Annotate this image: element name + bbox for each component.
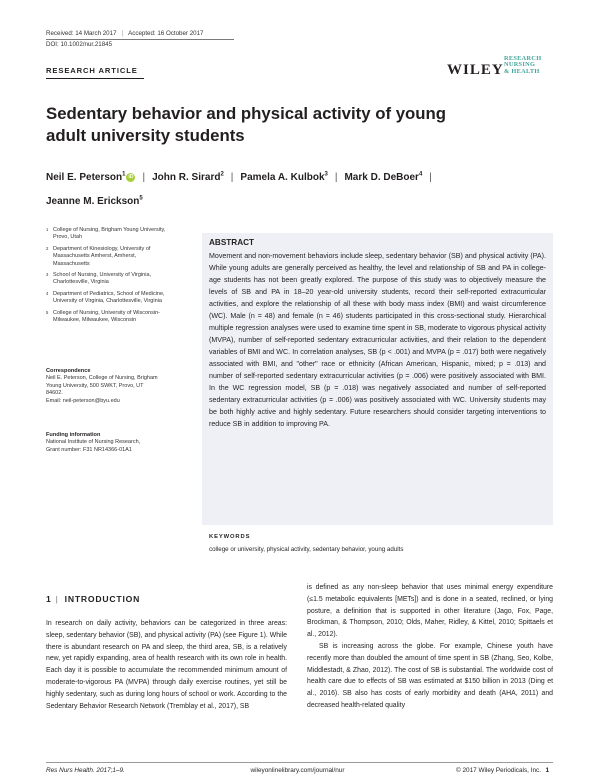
- intro-paragraph: In research on daily activity, behaviors can be categorized in three areas: sleep, sedentary behavior (SB), and physical activity (PA) (see Figure 1). While there is abundant research on PA and sleep, the third area, SB, is a relatively new, yet rapidly expanding, area of health research with its own role in health. Each day it is possible to accumulate the recommended minimum amount of moderate-to-vigorous PA (MVPA) through daily exercise routines, yet still be highly sedentary, such as during long hours of school or work. According to the Sedentary Behavior Research Network (Tremblay et al., 2017), SB: [46, 620, 287, 710]
- affiliation-item: 4 Department of Pediatrics, School of Medicine, University of Virginia, Charlottesville, Virginia: [46, 290, 165, 305]
- abstract-text: Movement and non-movement behaviors include sleep, sedentary behavior (SB) and physical activity (PA). While young adults are generally perceived as healthy, the level and relationship of SB and PA in college-age students has not been greatly explored. The purpose of this study was to objectively measure the levels of SB and PA in 18–20 year-old university students, record their self-reported extracurricular activities, and explore the relationship of all these with body mass index (BMI) and waist circumference (WC). Male (n = 48) and female (n = 46) students participated in this cross-sectional study. Hierarchical multiple regression analyses were used to examine time spent in SB, moderate to vigorous physical activity (MVPA), number of self-reported sedentary extracurricular activities, and their relation to the dependent variables of BMI and WC. In correlation analyses, SB (p < .001) and MVPA (p = .017) both were negatively associated with BMI, and "other" race or ethnicity (African American, Hispanic, mixed; p = .013) and number of self-reported sedentary extracurricular activities (p = .006) were positively associated with BMI. In the WC regression model, SB (p = .018) was negatively associated and number of self-reported sedentary extracurricular activities (p = .006) was positively associated with WC. University students may be both highly active and highly sedentary. Future researchers should consider targeting interventions to reduce SB in addition to improving PA.: [209, 252, 546, 428]
- article-title: Sedentary behavior and physical activity of young adult university students: [46, 104, 447, 145]
- received-accepted-line: Received: 14 March 2017 | Accepted: 16 October 2017: [46, 30, 204, 37]
- doi: DOI: 10.1002/nur.21845: [46, 41, 113, 48]
- intro-paragraph: is defined as any non-sleep behavior that uses minimal energy expenditure (≤1.5 metabolic equivalents [METs]) and is done in a seated, reclined, or lying posture, a definition that is supported in other literature (Jago, Fox, Page, Brockman, & Thompson, 2010; Olds, Maher, Ridley, & Kittel, 2010; Spittaels et al., 2012).: [307, 584, 553, 639]
- article-type: RESEARCH ARTICLE: [46, 66, 138, 75]
- funding-heading: Funding information: [46, 432, 101, 438]
- footer-copyright: © 2017 Wiley Periodicals, Inc.: [456, 767, 541, 774]
- intro-column-2: [307, 582, 553, 712]
- affiliations: [46, 227, 168, 328]
- accepted-date: Accepted: 16 October 2017: [128, 30, 204, 37]
- abstract-heading: ABSTRACT: [209, 238, 255, 247]
- intro-paragraph: SB is increasing across the globe. For example, Chinese youth have recently more than doubled the amount of time spent in SB (Zhang, Seo, Kolbe, Middlestadt, & Zhao, 2012). The cost of SB is substantial. The worldwide cost of health care due to effects of SB was estimated at $150 billion in 2013 (Ding et al., 2016). SB also has costs of early morbidity and death (AHA, 2011) and decreased health-related quality: [307, 642, 553, 709]
- author-name: Jeanne M. Erickson$^5$: [46, 195, 143, 208]
- affiliation-item: 2 Department of Kinesiology, University of Massachusetts Amherst, Amherst, Massachusetts: [46, 245, 151, 267]
- author-name: Neil E. Peterson$^1$ iD: [46, 172, 134, 184]
- affiliation-item: 5 College of Nursing, University of Wisconsin-Milwaukee, Milwaukee, Wisconsin: [46, 309, 160, 324]
- orcid-icon[interactable]: iD: [128, 174, 134, 181]
- keywords-heading: KEYWORDS: [209, 534, 251, 540]
- author-name: John R. Sirard$^2$: [152, 172, 224, 184]
- header-rule: [46, 39, 234, 40]
- correspondence-heading: Correspondence: [46, 368, 91, 374]
- author-list: Neil E. Peterson$^1$ iD | John R. Sirard$^2$ | Pamela A. Kulbok$^3$ | Mark D. DeBoer$^4$ | Jeanne M. Erickson$^5$: [46, 172, 432, 208]
- footer-citation: Res Nurs Health. 2017;1–9.: [46, 767, 125, 774]
- author-name: Pamela A. Kulbok$^3$: [240, 172, 328, 184]
- author-name: Mark D. DeBoer$^4$: [344, 172, 423, 184]
- correspondence: Correspondence Neil E. Peterson, College of Nursing, Brigham Young University, 500 SWKT, Provo, UT 84602. Email: neil-peterson@byu.edu: [46, 368, 172, 405]
- funding-information: Funding information National Institute of Nursing Research, Grant number: F31 NR14366-01A1: [46, 432, 172, 454]
- wiley-logo: WILEY: [447, 62, 504, 78]
- journal-logo: RESEARCH NURSING & HEALTH: [504, 55, 542, 75]
- affiliation-item: 3 School of Nursing, University of Virginia, Charlottesville, Virginia: [46, 272, 152, 286]
- footer-rule: [46, 762, 553, 763]
- article-type-underline: [46, 78, 144, 79]
- keywords-text: college or university, physical activity, sedentary behavior, young adults: [209, 546, 404, 553]
- page-number: 1: [545, 767, 549, 774]
- received-date: Received: 14 March 2017: [46, 30, 117, 37]
- section-title: INTRODUCTION: [64, 594, 141, 604]
- section-heading: 1 | INTRODUCTION: [46, 594, 141, 604]
- footer-url[interactable]: wileyonlinelibrary.com/journal/nur: [250, 767, 345, 774]
- affiliation-item: 1 College of Nursing, Brigham Young University, Provo, Utah: [46, 227, 166, 241]
- correspondence-email[interactable]: Email: neil-peterson@byu.edu: [46, 397, 120, 404]
- section-number: 1: [46, 594, 52, 604]
- intro-column-1: [46, 618, 287, 712]
